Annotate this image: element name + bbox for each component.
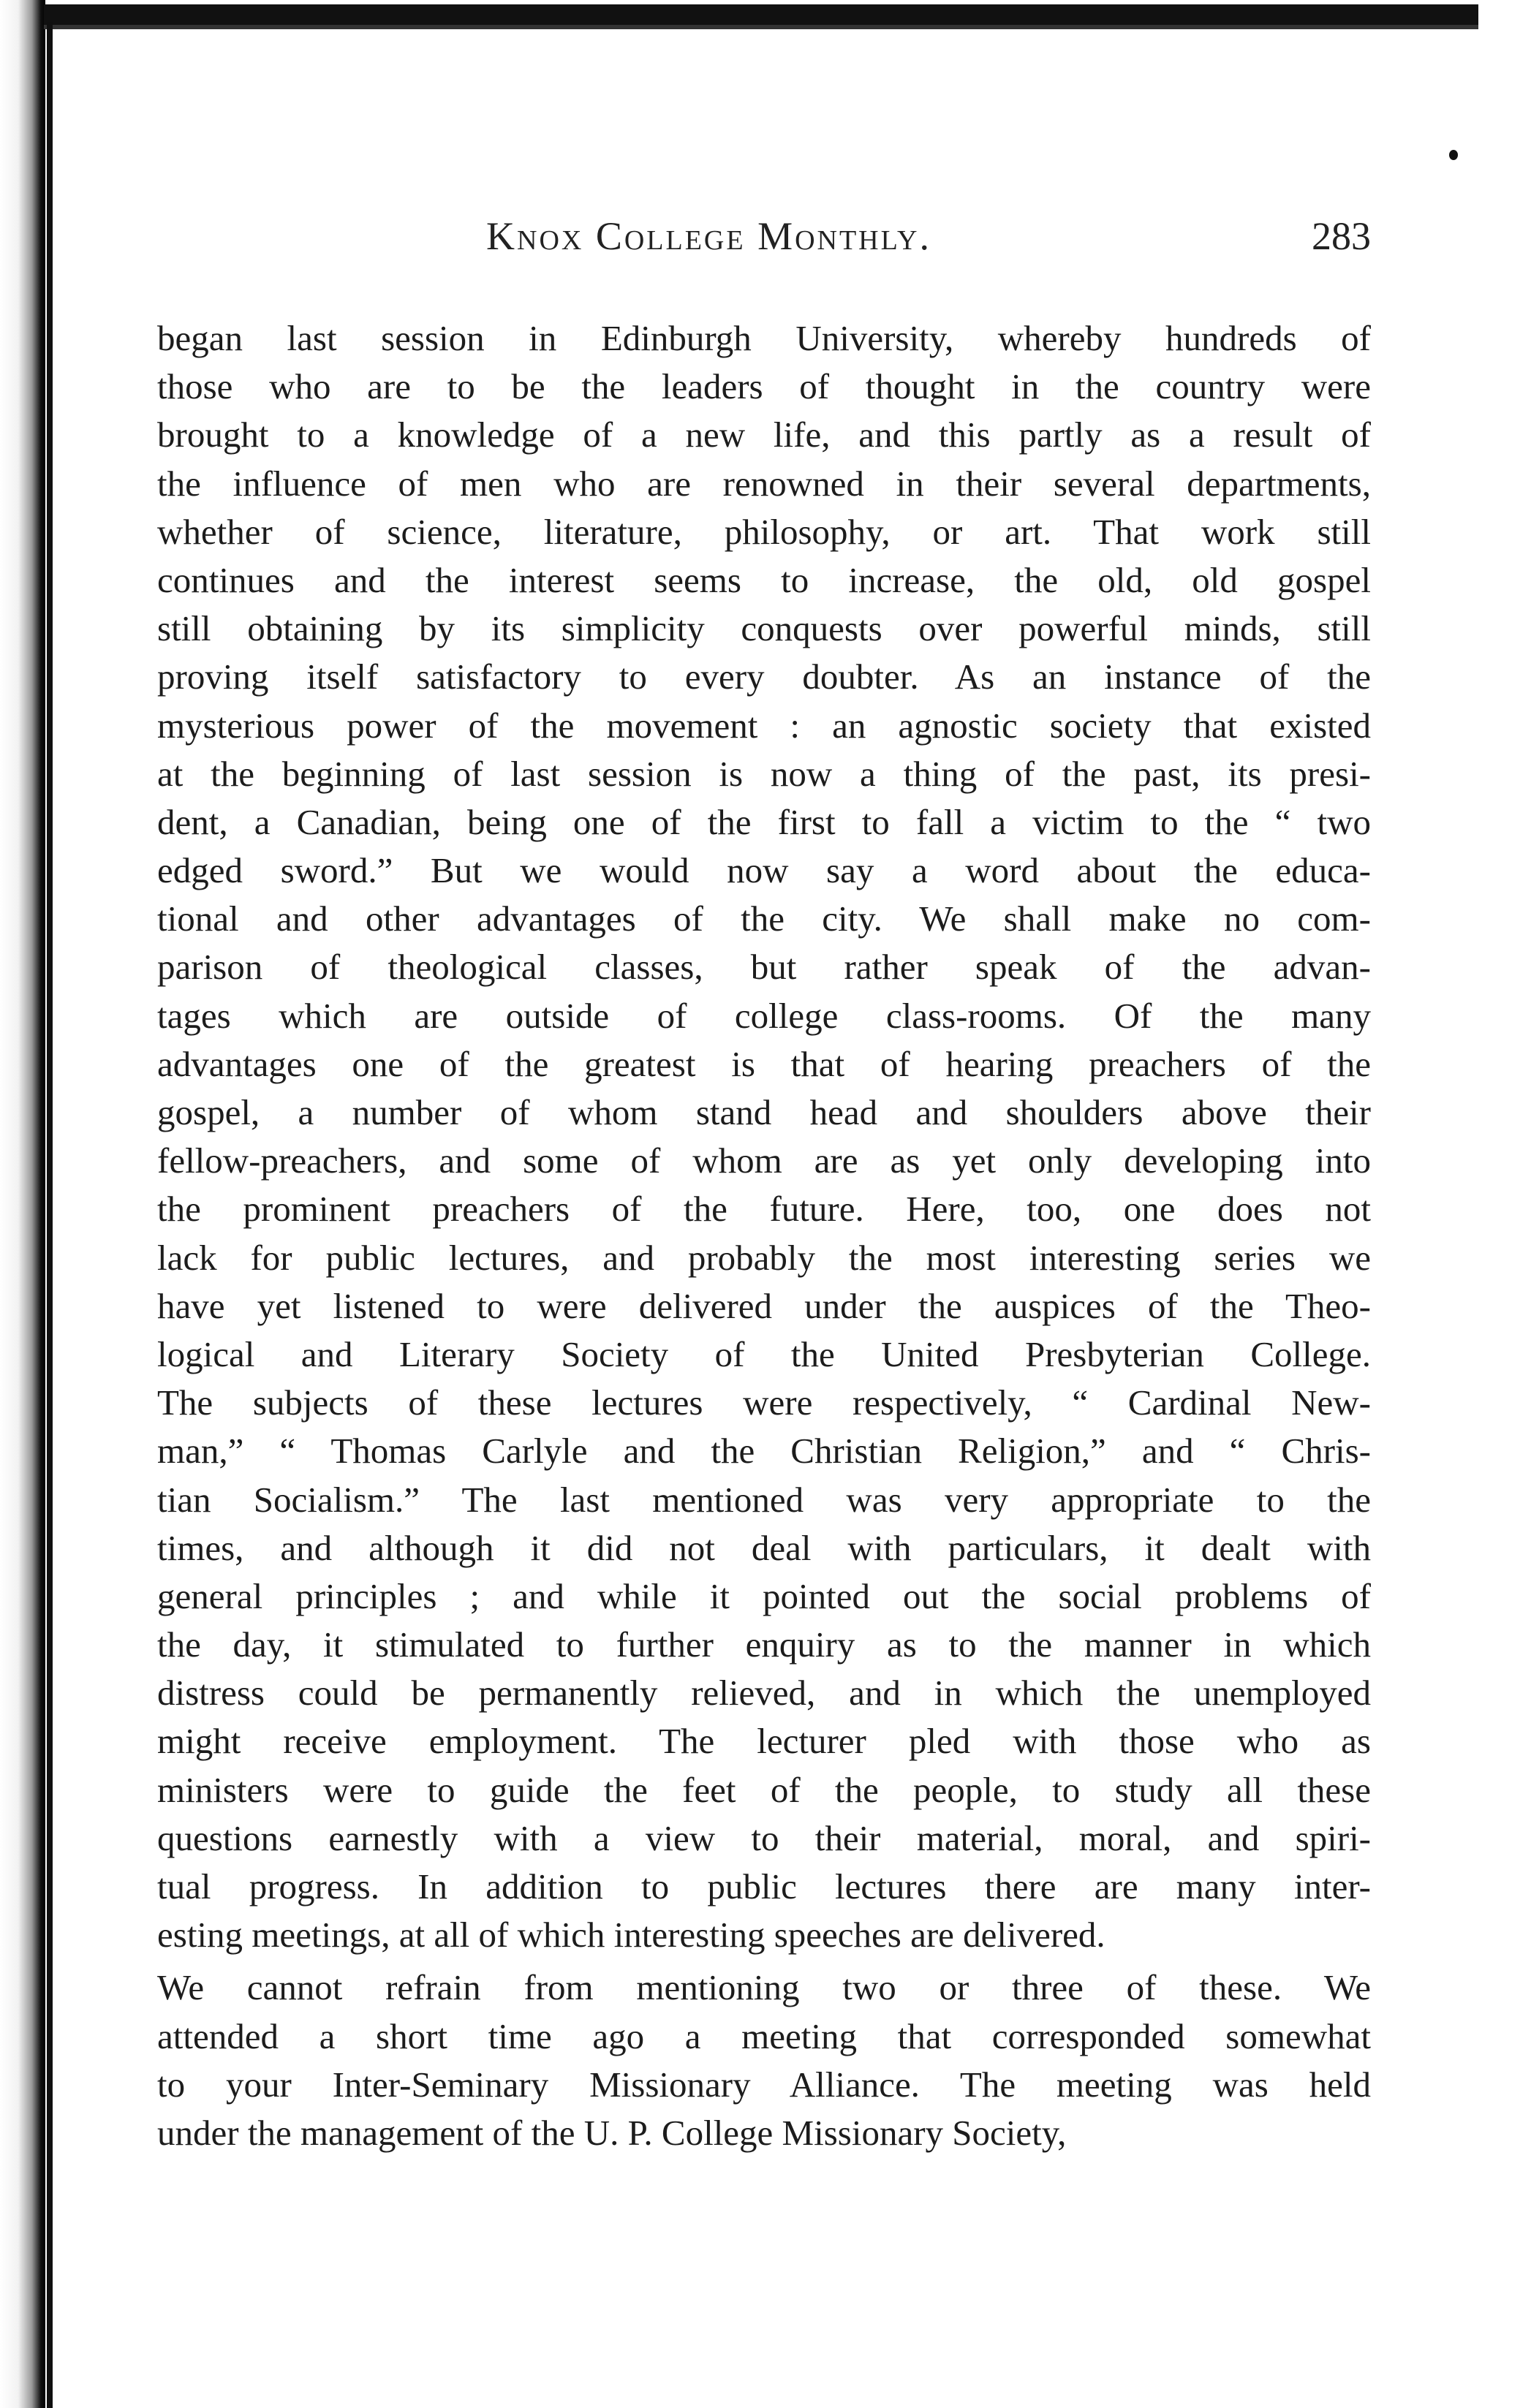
text-line: parison of theological classes, but rather speak of the advan- <box>157 947 1371 988</box>
text-line: mysterious power of the movement : an agnostic society that existed <box>157 705 1371 746</box>
text-line: general principles ; and while it pointed out the social problems of <box>157 1575 1371 1616</box>
text-line: under the management of the U. P. College Missionary Society, <box>157 2112 1067 2153</box>
text-line: continues and the interest seems to increase, the old, old gospel <box>157 559 1371 600</box>
text-line: advantages one of the greatest is that of hearing preachers of the <box>157 1043 1371 1084</box>
text-line: fellow-preachers, and some of whom are as yet only developing into <box>157 1140 1371 1181</box>
running-title: Knox College Monthly. <box>486 214 931 258</box>
text-line: whether of science, literature, philosophy, or art. That work still <box>157 511 1371 552</box>
text-line: tual progress. In addition to public lectures there are many inter- <box>157 1866 1371 1907</box>
text-line: proving itself satisfactory to every doubter. As an instance of the <box>157 656 1371 697</box>
text-line: brought to a knowledge of a new life, and this partly as a result of <box>157 414 1371 455</box>
paragraph <box>157 1964 1371 2157</box>
text-line: those who are to be the leaders of thought in the country were <box>157 366 1371 407</box>
text-line: logical and Literary Society of the United Presbyterian College. <box>157 1333 1371 1374</box>
text-line: esting meetings, at all of which interesting speeches are delivered. <box>157 1915 1105 1955</box>
text-line: edged sword.” But we would now say a word about the educa- <box>157 850 1371 891</box>
scan-left-rule <box>47 22 53 2408</box>
text-line: at the beginning of last session is now a thing of the past, its presi- <box>157 753 1371 794</box>
text-line: The subjects of these lectures were respectively, “ Cardinal New- <box>157 1382 1371 1423</box>
text-line: man,” “ Thomas Carlyle and the Christian Religion,” and “ Chris- <box>157 1431 1371 1472</box>
text-line: lack for public lectures, and probably the most interesting series we <box>157 1237 1371 1278</box>
text-line: the influence of men who are renowned in their several departments, <box>157 463 1371 504</box>
text-line: the prominent preachers of the future. Here, too, one does not <box>157 1189 1371 1230</box>
page-number: 283 <box>1312 214 1371 258</box>
text-line: ministers were to guide the feet of the people, to study all these <box>157 1769 1371 1810</box>
text-line: tian Socialism.” The last mentioned was very appropriate to the <box>157 1479 1371 1520</box>
text-line: distress could be permanently relieved, and in which the unemployed <box>157 1673 1371 1714</box>
text-line: to your Inter-Seminary Missionary Alliance. The meeting was held <box>157 2064 1371 2105</box>
text-line: dent, a Canadian, being one of the first to fall a victim to the “ two <box>157 801 1371 842</box>
text-line: times, and although it did not deal with particulars, it dealt with <box>157 1527 1371 1568</box>
scan-speck <box>1449 150 1458 160</box>
scan-left-edge <box>0 0 45 2408</box>
text-line: tages which are outside of college class-rooms. Of the many <box>157 995 1371 1036</box>
text-line: gospel, a number of whom stand head and shoulders above their <box>157 1092 1371 1132</box>
paragraph <box>157 314 1371 1959</box>
text-line: the day, it stimulated to further enquiry as to the manner in which <box>157 1624 1371 1665</box>
text-line: might receive employment. The lecturer pled with those who as <box>157 1721 1371 1762</box>
text-line: tional and other advantages of the city. We shall make no com- <box>157 898 1371 939</box>
text-line: attended a short time ago a meeting that corresponded somewhat <box>157 2015 1371 2056</box>
text-line: We cannot refrain from mentioning two or three of these. We <box>157 1967 1371 2008</box>
text-line: began last session in Edinburgh University, whereby hundreds of <box>157 318 1371 358</box>
text-line: questions earnestly with a view to their material, moral, and spiri- <box>157 1817 1371 1858</box>
text-line: have yet listened to were delivered under the auspices of the Theo- <box>157 1285 1371 1326</box>
scan-top-rule <box>44 4 1478 29</box>
body-text <box>157 314 1371 2157</box>
text-line: still obtaining by its simplicity conquests over powerful minds, still <box>157 608 1371 649</box>
page-header <box>157 213 1371 272</box>
